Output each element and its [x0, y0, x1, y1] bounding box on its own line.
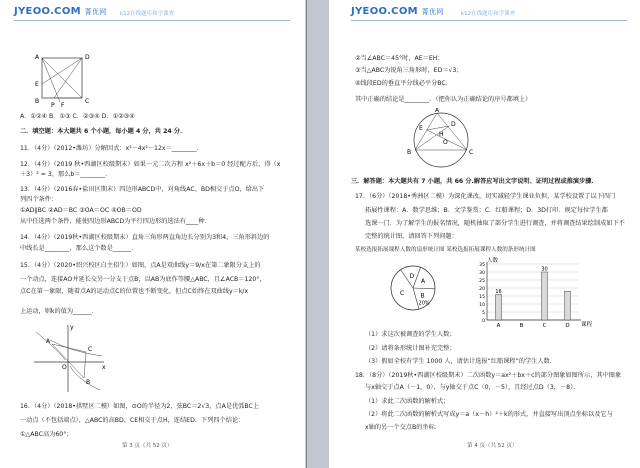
fig-label-f: F	[61, 102, 65, 108]
circle-label-e: E	[419, 125, 423, 132]
q10-options: A．①②④ B．①③ C．②③④ D．①②③④	[20, 113, 135, 120]
question-line: 18．（8分）（2019秋•西湖区校级期末）二次函数y＝ax²＋bx＋c的部分图象如图所示，其中图象	[355, 372, 622, 379]
graph-label-b: B	[86, 379, 91, 386]
question-line: 中线长是________，那么这个数是______．	[20, 245, 138, 252]
circle-label-b: B	[407, 149, 412, 156]
circle-label-h: H	[439, 131, 444, 138]
question-line: ①AD∥BC ②AD＝BC ③OA＝OC ④OB＝OD	[20, 207, 142, 214]
question-line: 13．（4分）（2016春•盐田区期末）四边形ABCD中，对角线AC、BD相交于点O，给出下	[20, 186, 265, 193]
bar-ytick-label: 25	[479, 278, 485, 284]
question-line: 15．（4分）（2020•绍兴校区白主招生）如图，点A是双曲线y＝9/x在第二象限分支上的	[20, 262, 261, 269]
header-rule	[351, 20, 627, 21]
question-line: （2）将此二次函数的解析式写成y＝a（x－h）²＋k的形式，并直接写出顶点坐标以及它与	[365, 411, 613, 418]
graph-label-y: y	[70, 324, 74, 331]
bar-category-label: D	[565, 323, 570, 329]
left-page	[0, 0, 305, 468]
question-line: 完整的统计图，请回答下列问题：	[365, 233, 458, 240]
graph-label-x: x	[102, 364, 106, 371]
right-page	[329, 0, 640, 468]
pie-slice-label: C	[400, 290, 405, 298]
bar-c	[542, 272, 548, 320]
square-figure	[34, 50, 94, 108]
fig-label-c: C	[85, 98, 90, 105]
bar-a	[496, 294, 502, 320]
question-line: （2）请将条形统计图补充完整；	[365, 345, 456, 352]
question-line: 其中正确的结论是________．（把你认为正确结论的序号都填上）	[355, 96, 532, 103]
fig-label-d: D	[85, 54, 90, 61]
question-line: 选课一门．为了解学生的报名情况，随机抽取了部分学生进行调查，并将调查结果绘制成如下不	[365, 220, 625, 227]
question-line: ①△ABC高为60°；	[20, 431, 73, 438]
circle-label-a: A	[435, 108, 440, 114]
graph-label-a: A	[46, 338, 51, 345]
question-line: 从中任选两个条件，能使四边形ABCD为平行四边形的选法有____种．	[20, 218, 211, 225]
graph-label-o: O	[62, 364, 67, 371]
bar-ytick-label: 15	[479, 294, 485, 300]
question-line: ③当△ABC为锐角三角形时，ED＝√3；	[355, 67, 463, 74]
question-line: 16．（4分）（2018•拱墅区二模）如图，⊙O的半径为2，弦BC＝2√3，点A是优弧BC上	[20, 403, 260, 410]
pie-chart	[389, 258, 441, 318]
question-line: 列四个条件：	[20, 196, 58, 203]
question-line: 12．（4分）（2019 秋•西湖区校级期末）如果一元二次方程 x²＋6x＋b＝0 经过配方后，得（x	[20, 161, 281, 168]
bar-value-label: 16	[495, 288, 502, 295]
section2-title: 二．填空题：本大题共 6 个小题，每小题 4 分，共 24 分．	[20, 128, 187, 135]
question-line: x轴的另一个交点B的坐标．	[365, 424, 441, 431]
question-line: （1）求这次被调查的学生人数；	[365, 331, 456, 338]
bar-value-label: 30	[541, 266, 548, 273]
question-line: 14．（4分）（2019秋•西湖区校级期末）直角三角形两直角边长分别为3和4，三角形斜边的	[20, 234, 270, 241]
header-tagline: k12在线题库和学课查	[461, 11, 516, 17]
section3-title: 三．解答题：本大题共有 7 小题，共 66 分.解答应写出文字说明、证明过程或推演步骤．	[351, 178, 598, 185]
page-footer: 第 4 页（共 52 页）	[467, 443, 518, 449]
question-line: ＋3）² = 3，那么b＝________．	[20, 171, 112, 178]
pie-slice-label: A	[421, 278, 426, 286]
question-line: 与x轴交于点A（－1，0），与y轴交于点C（0，－5），且经过点D（3，－8）．	[365, 384, 580, 391]
pie-annotation: 20%	[418, 300, 430, 307]
pie-slice-label: B	[420, 292, 425, 300]
pie-slice-label: D	[409, 272, 415, 280]
bar-ytick-label: 20	[479, 286, 485, 292]
bar-xlabel: 课程	[581, 322, 593, 328]
fig-label-p: P	[51, 102, 55, 108]
question-line: 11．（4分）（2012•潍坊）分解因式：x³－4x²－12x＝________．	[20, 145, 203, 152]
hyperbola-graph	[30, 322, 110, 394]
graph-label-c: C	[88, 346, 93, 353]
question-line: ④线段ED的垂直平分线必平分BC．	[355, 80, 452, 87]
bar-ylabel: 人数	[487, 258, 499, 264]
site-logo: JYEOO.COM 菁优网	[14, 6, 107, 17]
fig-label-a: A	[35, 54, 40, 61]
bar-chart	[469, 256, 597, 330]
question-line: （1）求此二次函数的解析式；	[365, 398, 450, 405]
question-line: 点C在第一象限，随着点A的运动点C的位置也不断变化，但点C始终在双曲线y＝k/x	[20, 288, 249, 295]
bar-ytick-label: 0	[482, 318, 485, 324]
question-line: ②当∠ABC＝45°时，AE＝EH；	[355, 55, 444, 62]
header-rule	[14, 20, 290, 21]
question-line: 拓展性课程：A．数学思维；B．文学鉴赏；C．红船课程；D．3D打印．规定每位学生都	[365, 207, 608, 214]
question-line: 一动点（不包括端点），△ABC的高BD、CE相交于点H，连结ED．下列四个结论：	[20, 417, 245, 424]
circle-label-o: O	[443, 139, 448, 146]
bar-ytick-label: 10	[479, 302, 485, 308]
fig-label-b: B	[35, 98, 40, 105]
circle-label-c: C	[469, 149, 474, 156]
bar-category-label: B	[519, 323, 524, 329]
bar-category-label: A	[496, 323, 501, 329]
question-line: 上运动，则k的值为______．	[20, 308, 98, 315]
question-line: 一个动点，连接AO并延长交另一分支于点B，以AB为底作等腰△ABC，且∠ACB＝120°，	[20, 276, 266, 283]
page-gutter	[306, 0, 330, 468]
bar-d	[565, 291, 571, 320]
question-line: 17．（6分）（2018•秀洲区二模）为深化课改，切实减轻学生课业负担，某学校设置了以下四门	[355, 193, 616, 200]
page-footer: 第 3 页（共 52 页）	[122, 443, 173, 449]
header-tagline: k12在线题库和学课查	[120, 11, 175, 17]
bar-ytick-label: 5	[482, 310, 485, 316]
question-line: （3）假如全校有学生 1000 人，请估计选报“红船课程”的学生人数．	[365, 358, 556, 365]
bar-category-label: C	[542, 323, 547, 329]
charts-caption: 某校选报拓展课程人数的扇形统计图 某校选报拓展课程人数的条形统计图	[355, 247, 536, 253]
bar-ytick-label: 30	[479, 270, 485, 276]
fig-label-e: E	[35, 81, 39, 88]
bar-ytick-label: 35	[479, 262, 485, 268]
circle-figure	[405, 108, 477, 172]
site-logo: JYEOO.COM 菁优网	[351, 6, 444, 17]
circle-label-d: D	[451, 121, 456, 128]
